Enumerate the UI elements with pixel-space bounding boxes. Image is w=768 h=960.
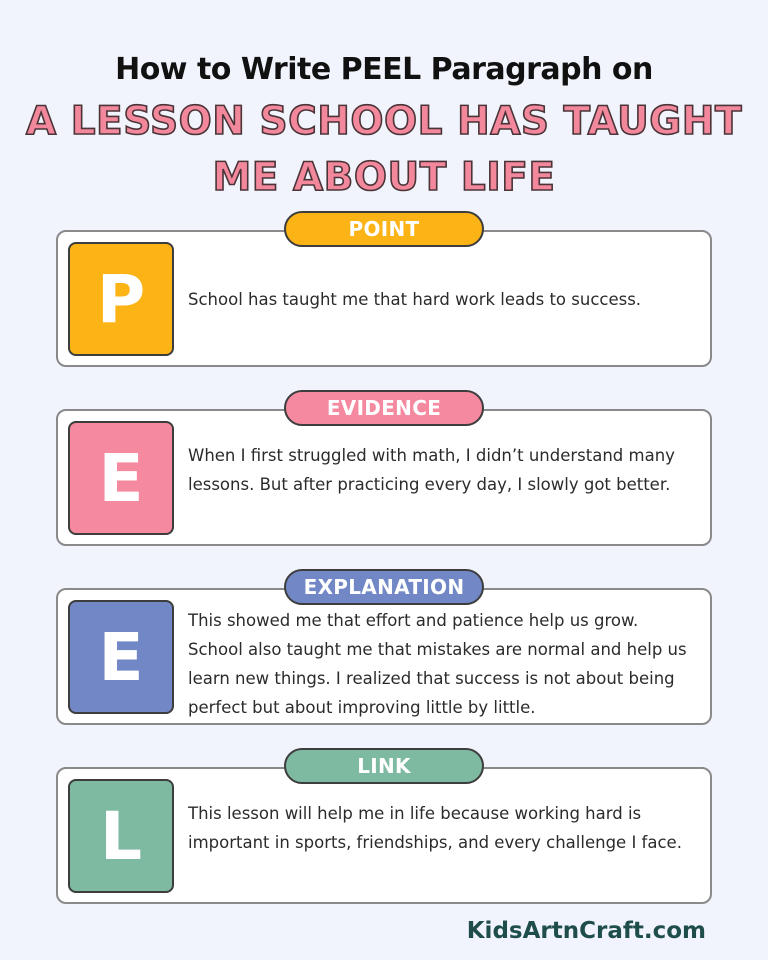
link-letter-box: L	[68, 779, 174, 893]
evidence-text: When I first struggled with math, I didn’t understand many lessons. But after practicing every day, I slowly got better.	[188, 446, 675, 494]
point-card	[56, 230, 712, 367]
evidence-card	[56, 409, 712, 546]
link-heading: LINK	[284, 748, 484, 784]
explanation-card	[56, 588, 712, 725]
footer-site-name: KidsArtnCraft.com	[466, 918, 706, 944]
explanation-text: This showed me that effort and patience help us grow. School also taught me that mistakes are normal and help us learn new things. I realized that success is not about being perfect but about improving little by little.	[188, 611, 687, 717]
explanation-letter-box: E	[68, 600, 174, 714]
evidence-heading: EVIDENCE	[284, 390, 484, 426]
evidence-letter-box: E	[68, 421, 174, 535]
link-card	[56, 767, 712, 904]
point-letter-box: P	[68, 242, 174, 356]
link-text: This lesson will help me in life because working hard is important in sports, friendships, and every challenge I face.	[188, 804, 682, 852]
title-line-2: A LESSON SCHOOL HAS TAUGHT	[25, 99, 743, 144]
title-line-3: ME ABOUT LIFE	[212, 155, 556, 200]
point-heading: POINT	[284, 211, 484, 247]
explanation-heading: EXPLANATION	[284, 569, 484, 605]
title-line-1: How to Write PEEL Paragraph on	[115, 52, 653, 87]
point-text: School has taught me that hard work leads to success.	[188, 289, 642, 309]
